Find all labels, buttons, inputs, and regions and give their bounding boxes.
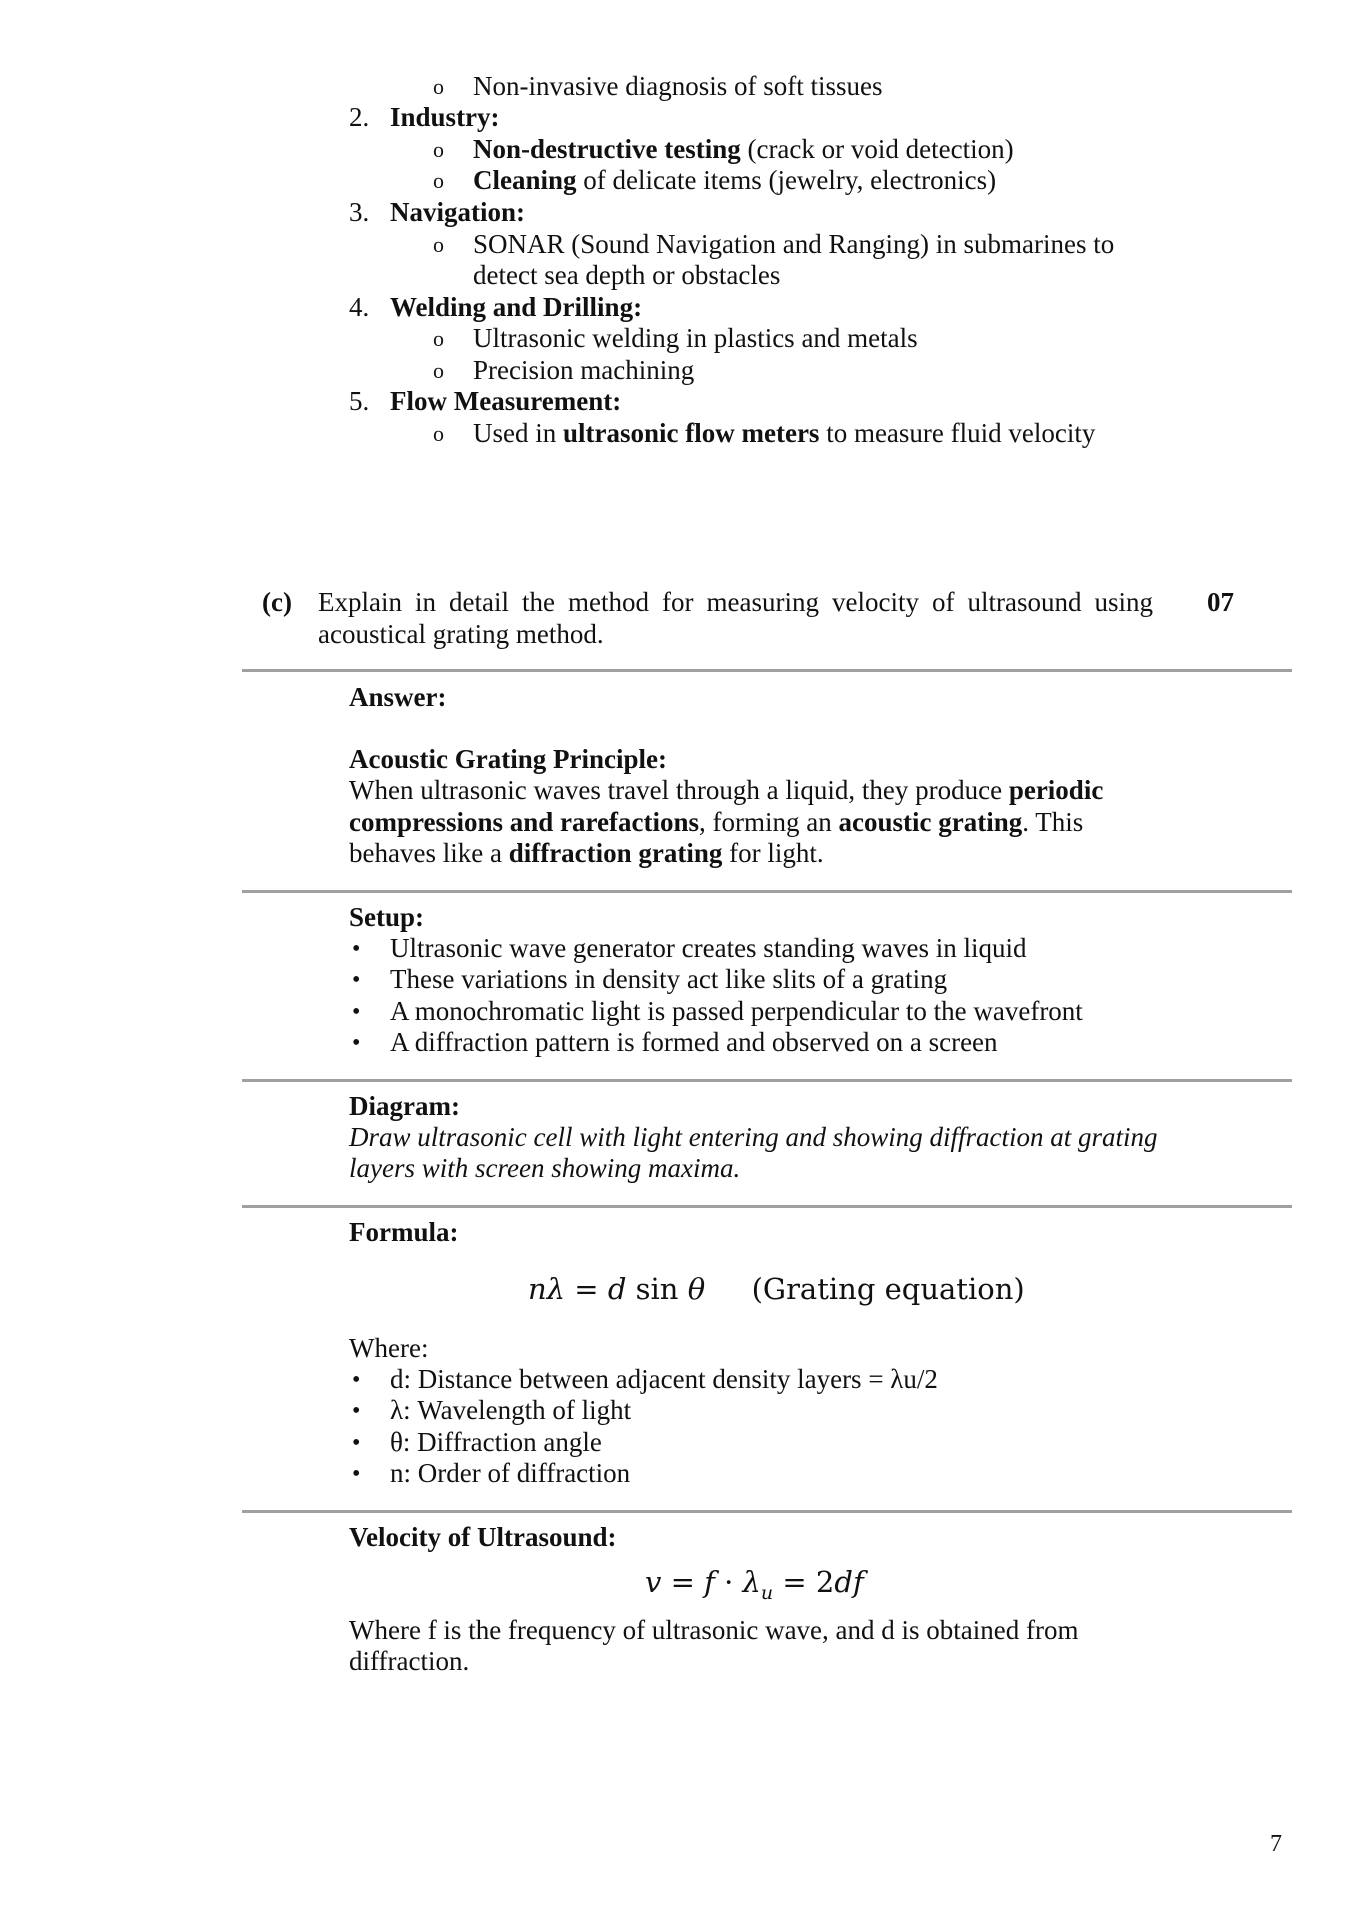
list-bullet: o	[433, 326, 444, 351]
divider	[242, 890, 1292, 893]
equation-label: (Grating equation)	[751, 1272, 1025, 1306]
list-number: 2.	[349, 102, 370, 132]
where-label: Where:	[349, 1333, 429, 1363]
bullet-icon: •	[352, 1461, 361, 1487]
list-bullet: o	[433, 421, 444, 446]
formula-variable: d: Distance between adjacent density layers = λu/2	[390, 1364, 938, 1394]
list-item: Used in ultrasonic flow meters to measure fluid velocity	[473, 418, 1096, 448]
principle-line3: behaves like a diffraction grating for light.	[349, 838, 824, 868]
list-item: Ultrasonic welding in plastics and metals	[473, 323, 918, 353]
list-item: Non-destructive testing (crack or void detection)	[473, 134, 1014, 164]
bullet-icon: •	[352, 967, 361, 993]
list-heading: Navigation:	[390, 197, 525, 227]
section-heading-diagram: Diagram:	[349, 1091, 460, 1121]
list-item: Non-invasive diagnosis of soft tissues	[473, 71, 883, 101]
divider	[242, 669, 1292, 672]
list-item-continuation: detect sea depth or obstacles	[473, 260, 781, 290]
principle-line2: compressions and rarefactions, forming an acoustic grating. This	[349, 807, 1084, 837]
bullet-icon: •	[352, 999, 361, 1025]
setup-item: Ultrasonic wave generator creates standing waves in liquid	[390, 933, 1027, 963]
list-heading: Industry:	[390, 102, 500, 132]
section-heading-velocity: Velocity of Ultrasound:	[349, 1522, 617, 1552]
grating-equation: nλ = d sin θ (Grating equation)	[528, 1272, 1025, 1306]
section-heading-principle: Acoustic Grating Principle:	[349, 744, 667, 774]
list-heading: Welding and Drilling:	[390, 292, 643, 322]
section-heading-formula: Formula:	[349, 1217, 459, 1247]
question-label: (c)	[262, 587, 292, 617]
setup-item: A diffraction pattern is formed and observed on a screen	[390, 1027, 998, 1057]
diagram-instruction-line2: layers with screen showing maxima.	[349, 1153, 741, 1183]
list-bullet: o	[433, 358, 444, 383]
bullet-icon: •	[352, 1430, 361, 1456]
formula-variable: n: Order of diffraction	[390, 1458, 631, 1488]
setup-item: A monochromatic light is passed perpendicular to the wavefront	[390, 996, 1083, 1026]
page-number: 7	[1270, 1831, 1282, 1857]
list-number: 4.	[349, 292, 370, 322]
principle-line1: When ultrasonic waves travel through a liquid, they produce periodic	[349, 775, 1104, 805]
velocity-explanation-line1: Where f is the frequency of ultrasonic wave, and d is obtained from	[349, 1615, 1079, 1645]
formula-variable: θ: Diffraction angle	[390, 1427, 602, 1457]
list-bullet: o	[433, 74, 444, 99]
answer-heading: Answer:	[349, 682, 447, 712]
list-item: Cleaning of delicate items (jewelry, electronics)	[473, 165, 997, 195]
section-heading-setup: Setup:	[349, 902, 425, 932]
bullet-icon: •	[352, 1030, 361, 1056]
velocity-equation: $v = f \cdot \lambda_u = 2df$	[645, 1565, 864, 1604]
list-heading: Flow Measurement:	[390, 386, 622, 416]
bullet-icon: •	[352, 936, 361, 962]
divider	[242, 1079, 1292, 1082]
list-item: Precision machining	[473, 355, 695, 385]
bullet-icon: •	[352, 1398, 361, 1424]
list-number: 5.	[349, 386, 370, 416]
list-number: 3.	[349, 197, 370, 227]
setup-item: These variations in density act like slits of a grating	[390, 964, 948, 994]
list-item: SONAR (Sound Navigation and Ranging) in submarines to	[473, 229, 1115, 259]
list-bullet: o	[433, 232, 444, 257]
bullet-icon: •	[352, 1367, 361, 1393]
formula-variable: λ: Wavelength of light	[390, 1395, 632, 1425]
list-bullet: o	[433, 168, 444, 193]
diagram-instruction-line1: Draw ultrasonic cell with light entering and showing diffraction at grating	[349, 1122, 1158, 1152]
divider	[242, 1510, 1292, 1513]
divider	[242, 1205, 1292, 1208]
question-marks: 07	[1207, 587, 1234, 617]
list-bullet: o	[433, 137, 444, 162]
velocity-explanation-line2: diffraction.	[349, 1646, 470, 1676]
question-text-line2: acoustical grating method.	[318, 619, 604, 649]
question-text-line1: Explain in detail the method for measuring velocity of ultrasound using	[318, 587, 1153, 617]
